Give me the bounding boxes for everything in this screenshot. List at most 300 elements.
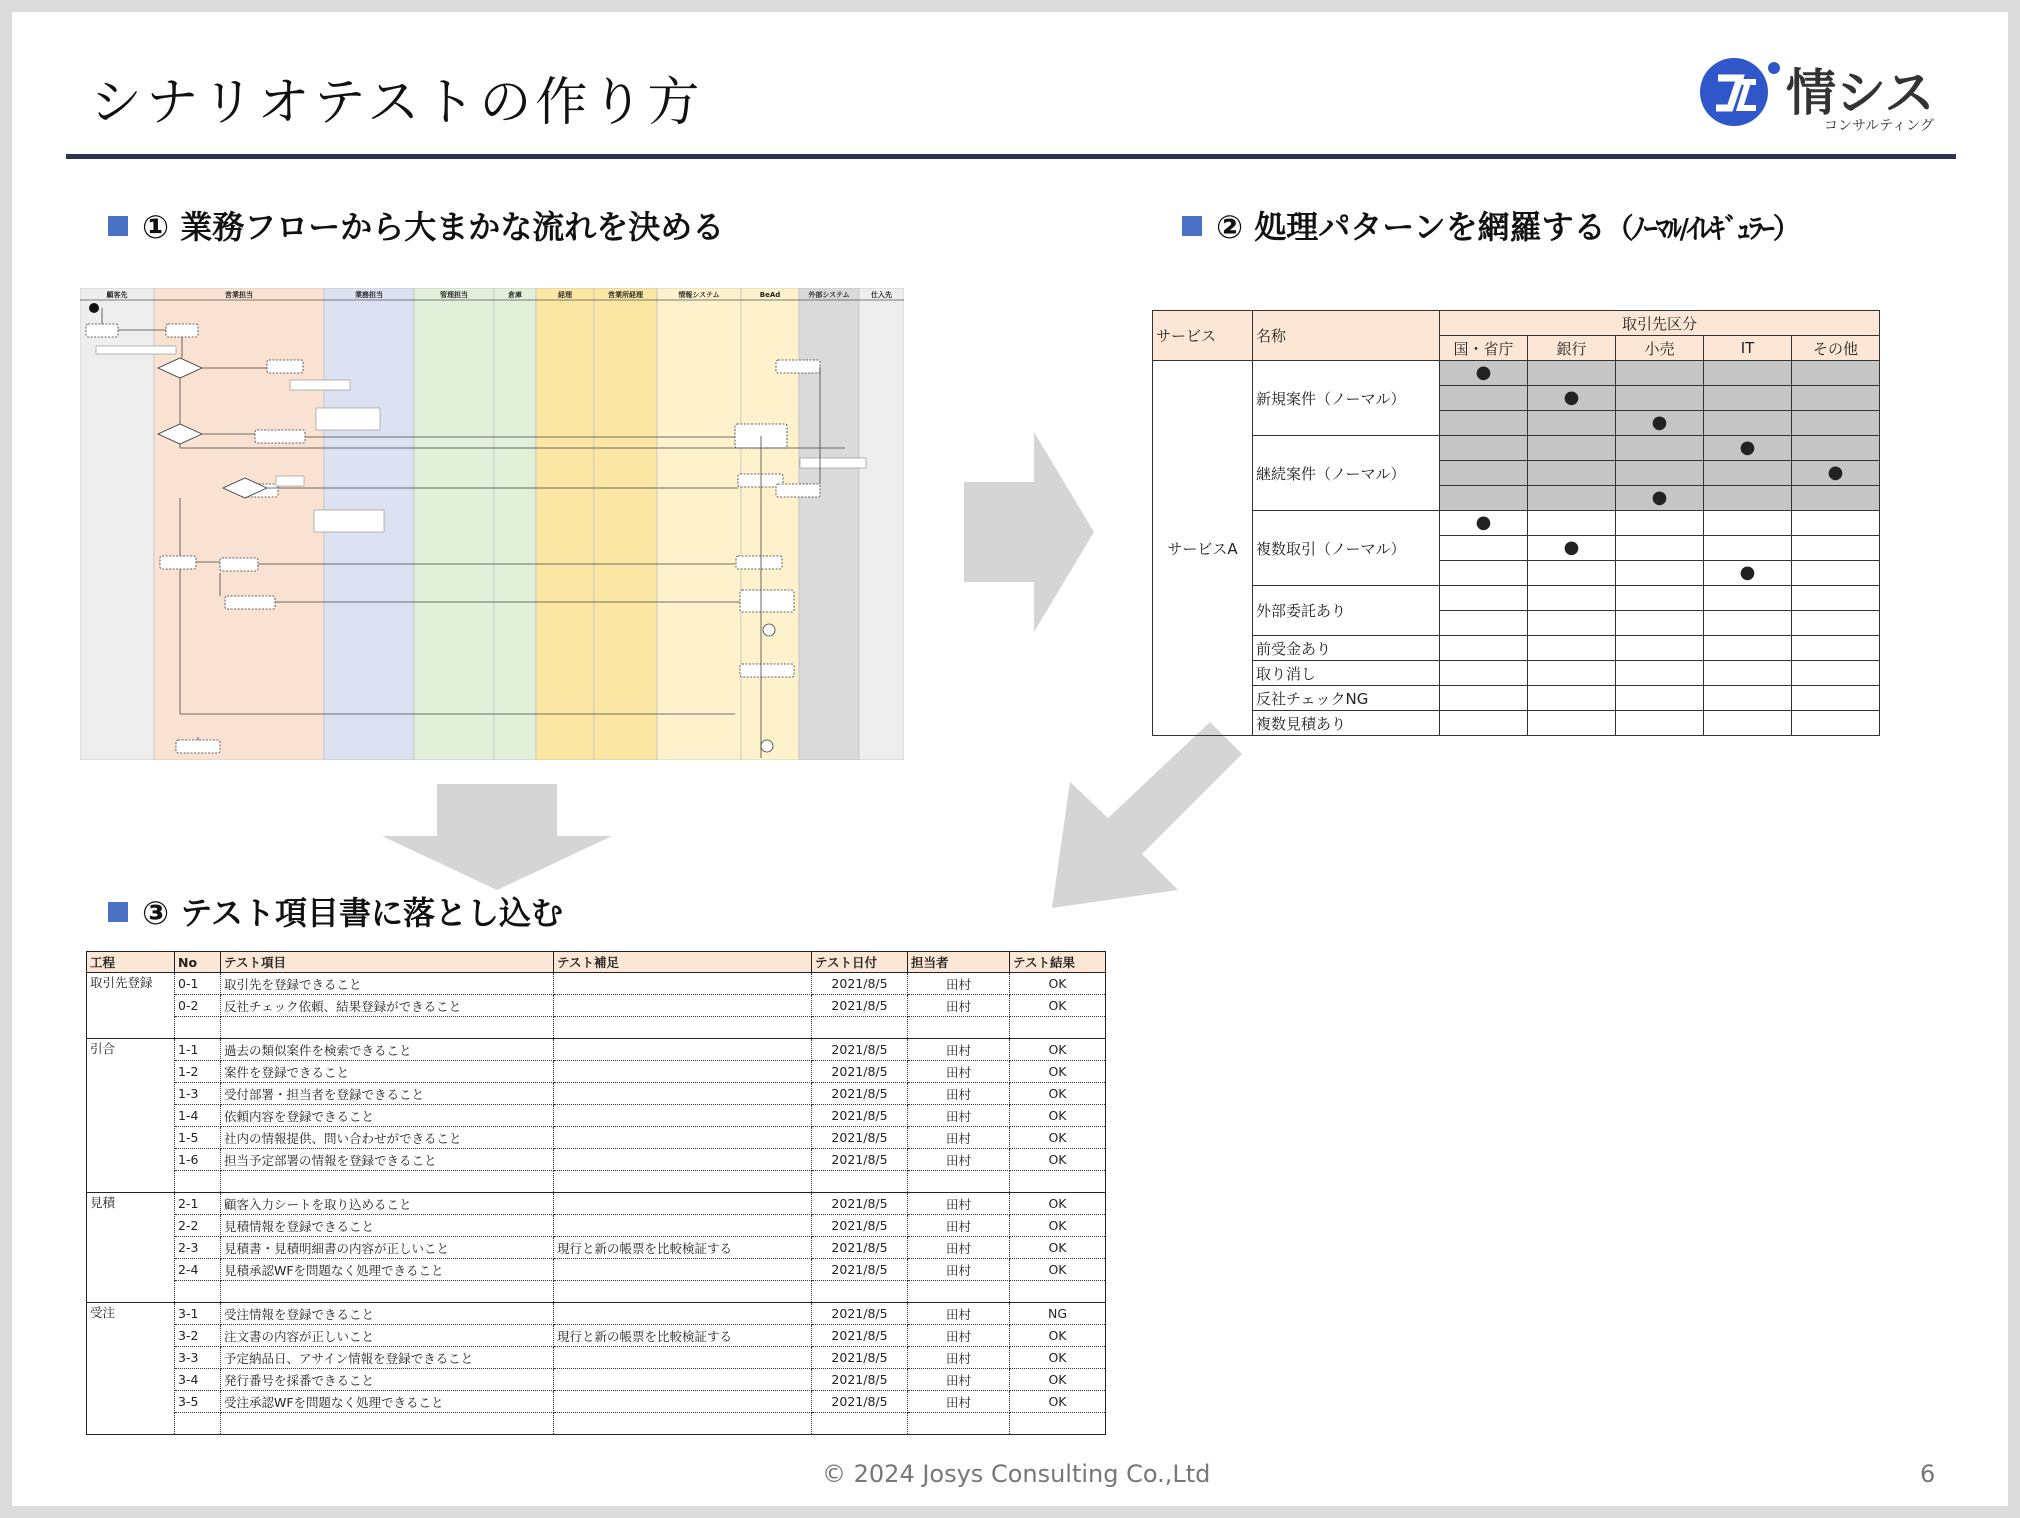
test-cell: 反社チェック依頼、結果登録ができること (221, 995, 554, 1017)
test-cell: 田村 (908, 973, 1010, 995)
pattern-cell (1704, 411, 1792, 436)
flow-note (316, 408, 380, 430)
table-row (87, 1061, 1106, 1083)
flow-process-box (267, 360, 303, 373)
table-row (87, 973, 1106, 995)
test-cell (554, 1259, 812, 1281)
pattern-cell (1704, 586, 1792, 611)
test-cell: 2021/8/5 (812, 1237, 908, 1259)
logo-subtext: コンサルティング (1824, 118, 1934, 134)
test-cell (908, 1281, 1010, 1303)
test-cell: 2021/8/5 (812, 1215, 908, 1237)
pattern-row-name: 取り消し (1253, 661, 1440, 686)
section-1-heading (108, 202, 724, 248)
test-cell: 見積情報を登録できること (221, 1215, 554, 1237)
pattern-cell (1704, 536, 1792, 561)
test-cell: 田村 (908, 1259, 1010, 1281)
pattern-cell (1792, 386, 1880, 411)
arrow-right-icon (964, 422, 1104, 642)
test-cell: 2021/8/5 (812, 1325, 908, 1347)
bullet-square-icon (108, 902, 128, 922)
pattern-dot: ● (1528, 386, 1616, 411)
test-cell: 受付部署・担当者を登録できること (221, 1083, 554, 1105)
table-row-spacer (87, 1281, 1106, 1303)
flow-lane-label: 外部システム (808, 291, 850, 299)
bullet-square-icon (1182, 216, 1202, 236)
flow-start-node (89, 303, 99, 313)
test-cell: OK (1010, 1193, 1106, 1215)
pattern-cell (1528, 461, 1616, 486)
test-table-header: テスト項目 (221, 952, 554, 973)
section-2-text: ② 処理パターンを網羅する (1216, 208, 1606, 246)
test-cell: OK (1010, 973, 1106, 995)
pattern-header-name: 名称 (1253, 311, 1440, 361)
pattern-cell (1528, 486, 1616, 511)
pattern-cell (1440, 711, 1528, 736)
test-cell: 2021/8/5 (812, 973, 908, 995)
test-cell (175, 1017, 221, 1039)
flow-process-box (740, 590, 794, 612)
flow-connector-node (761, 740, 773, 752)
flow-lane-label: 営業担当 (225, 291, 253, 299)
pattern-dot: ● (1704, 561, 1792, 586)
test-cell: 受注承認WFを問題なく処理できること (221, 1391, 554, 1413)
pattern-cell (1440, 611, 1528, 636)
test-cell (221, 1171, 554, 1193)
test-cell: 田村 (908, 1105, 1010, 1127)
table-row (87, 1325, 1106, 1347)
pattern-row-name: 反社チェックNG (1253, 686, 1440, 711)
table-row-spacer (87, 1413, 1106, 1435)
pattern-cell (1616, 361, 1704, 386)
test-cell: 田村 (908, 1347, 1010, 1369)
pattern-cell (1616, 711, 1704, 736)
test-cell: 1-3 (175, 1083, 221, 1105)
pattern-cell (1440, 386, 1528, 411)
pattern-dot: ● (1792, 461, 1880, 486)
test-cell: 見積承認WFを問題なく処理できること (221, 1259, 554, 1281)
flow-lane (494, 288, 536, 760)
test-cell: 受注情報を登録できること (221, 1303, 554, 1325)
pattern-cell (1704, 611, 1792, 636)
flow-lane (859, 288, 904, 760)
pattern-cell (1792, 361, 1880, 386)
test-cell: OK (1010, 1149, 1106, 1171)
company-logo (1696, 42, 1956, 138)
test-cell: 担当予定部署の情報を登録できること (221, 1149, 554, 1171)
test-cell: 2021/8/5 (812, 1347, 908, 1369)
flow-lane-label: 情報システム (678, 291, 720, 299)
pattern-cell (1440, 661, 1528, 686)
flow-lane (741, 288, 799, 760)
table-row (87, 1215, 1106, 1237)
test-cell: 田村 (908, 1149, 1010, 1171)
table-row (87, 1039, 1106, 1061)
pattern-cell (1440, 461, 1528, 486)
test-cell: 田村 (908, 1303, 1010, 1325)
flow-note (290, 380, 350, 390)
pattern-header-category: 国・省庁 (1440, 336, 1528, 361)
pattern-row-name: 外部委託あり (1253, 586, 1440, 636)
test-cell: 2021/8/5 (812, 1105, 908, 1127)
pattern-header-category: IT (1704, 336, 1792, 361)
test-cell: 田村 (908, 1083, 1010, 1105)
test-cell: 田村 (908, 1237, 1010, 1259)
test-cell: 0-1 (175, 973, 221, 995)
slide-title: シナリオテストの作り方 (90, 73, 704, 133)
pattern-row-name: 複数見積あり (1253, 711, 1440, 736)
flow-note (276, 476, 304, 486)
flow-note (96, 346, 176, 354)
test-cell: 顧客入力シートを取り込めること (221, 1193, 554, 1215)
pattern-row-name: 継続案件（ノーマル） (1253, 436, 1440, 511)
slide (12, 12, 2008, 1506)
test-cell: 2021/8/5 (812, 1083, 908, 1105)
pattern-row-name: 複数取引（ノーマル） (1253, 511, 1440, 586)
test-cell (1010, 1281, 1106, 1303)
title-rule (66, 154, 1956, 159)
test-cell: 0-2 (175, 995, 221, 1017)
test-table-header: テスト結果 (1010, 952, 1106, 973)
flow-process-box (776, 360, 820, 373)
pattern-cell (1528, 636, 1616, 661)
pattern-row-name: 前受金あり (1253, 636, 1440, 661)
test-cell: 2021/8/5 (812, 1127, 908, 1149)
table-row (87, 1127, 1106, 1149)
test-cell: 2-1 (175, 1193, 221, 1215)
pattern-cell (1440, 411, 1528, 436)
pattern-cell (1792, 611, 1880, 636)
test-cell: 3-2 (175, 1325, 221, 1347)
test-cell: 1-5 (175, 1127, 221, 1149)
test-cell (812, 1281, 908, 1303)
flow-process-box (736, 556, 782, 569)
test-cell: 2021/8/5 (812, 995, 908, 1017)
pattern-cell (1704, 361, 1792, 386)
test-cell: 2021/8/5 (812, 1039, 908, 1061)
pattern-header-category: 銀行 (1528, 336, 1616, 361)
test-cell: 3-4 (175, 1369, 221, 1391)
pattern-cell (1616, 386, 1704, 411)
pattern-cell (1528, 661, 1616, 686)
pattern-cell (1792, 711, 1880, 736)
page-number: 6 (1920, 1460, 1936, 1488)
pattern-cell (1792, 636, 1880, 661)
section-2-heading (1182, 202, 1799, 248)
test-cell (221, 1413, 554, 1435)
test-cell: OK (1010, 1083, 1106, 1105)
section-3-heading (108, 888, 563, 934)
pattern-cell (1528, 436, 1616, 461)
test-process-cell: 取引先登録 (87, 973, 175, 1039)
test-cell: 2-2 (175, 1215, 221, 1237)
test-cell: NG (1010, 1303, 1106, 1325)
test-cell (175, 1281, 221, 1303)
pattern-cell (1792, 486, 1880, 511)
test-item-table (86, 951, 1106, 1435)
pattern-cell (1792, 686, 1880, 711)
pattern-cell (1440, 536, 1528, 561)
pattern-cell (1440, 636, 1528, 661)
test-cell: OK (1010, 1127, 1106, 1149)
pattern-cell (1704, 486, 1792, 511)
pattern-cell (1616, 536, 1704, 561)
pattern-cell (1792, 661, 1880, 686)
pattern-cell (1704, 636, 1792, 661)
flow-lane-label: 顧客先 (106, 291, 128, 299)
test-cell: 2021/8/5 (812, 1061, 908, 1083)
pattern-cell (1528, 611, 1616, 636)
logo-wordmark: 情シス (1786, 64, 1935, 122)
test-cell (554, 1193, 812, 1215)
flow-lane (657, 288, 741, 760)
test-cell (554, 1171, 812, 1193)
flow-process-box (160, 556, 196, 569)
test-process-cell: 見積 (87, 1193, 175, 1303)
test-cell: 現行と新の帳票を比較検証する (554, 1237, 812, 1259)
test-cell (221, 1281, 554, 1303)
pattern-header-category: 小売 (1616, 336, 1704, 361)
test-cell: 依頼内容を登録できること (221, 1105, 554, 1127)
test-cell (175, 1171, 221, 1193)
test-cell (908, 1413, 1010, 1435)
table-row (87, 1369, 1106, 1391)
pattern-row-name: 新規案件（ノーマル） (1253, 361, 1440, 436)
flow-lane-label: 営業所経理 (608, 291, 643, 299)
pattern-cell (1704, 511, 1792, 536)
pattern-cell (1792, 411, 1880, 436)
test-cell (554, 1347, 812, 1369)
flow-lane (80, 288, 154, 760)
section-2-subtext: （ﾉｰﾏﾙ/ｲﾚｷﾞｭﾗｰ） (1605, 212, 1799, 245)
pattern-cell (1616, 636, 1704, 661)
test-cell: 田村 (908, 995, 1010, 1017)
pattern-dot: ● (1440, 361, 1528, 386)
pattern-cell (1704, 686, 1792, 711)
pattern-dot: ● (1616, 411, 1704, 436)
test-cell: 田村 (908, 1039, 1010, 1061)
test-cell (554, 1303, 812, 1325)
pattern-cell (1528, 711, 1616, 736)
flow-lane (594, 288, 657, 760)
pattern-header-service: サービス (1153, 311, 1253, 361)
test-table-header: No (175, 952, 221, 973)
test-cell: 見積書・見積明細書の内容が正しいこと (221, 1237, 554, 1259)
test-cell: OK (1010, 1325, 1106, 1347)
flow-process-box (176, 740, 220, 753)
test-cell: OK (1010, 1347, 1106, 1369)
pattern-cell (1792, 436, 1880, 461)
pattern-cell (1528, 561, 1616, 586)
test-cell (908, 1171, 1010, 1193)
table-row (87, 1105, 1106, 1127)
test-cell: 発行番号を採番できること (221, 1369, 554, 1391)
pattern-cell (1528, 686, 1616, 711)
test-cell (221, 1017, 554, 1039)
pattern-cell (1616, 686, 1704, 711)
test-cell (554, 1127, 812, 1149)
test-cell (554, 1369, 812, 1391)
section-1-text: ① 業務フローから大まかな流れを決める (142, 208, 725, 246)
test-cell: 3-1 (175, 1303, 221, 1325)
test-cell: 2021/8/5 (812, 1391, 908, 1413)
test-cell: 田村 (908, 1325, 1010, 1347)
pattern-cell (1616, 586, 1704, 611)
test-cell (554, 1215, 812, 1237)
test-cell (554, 1413, 812, 1435)
test-cell: OK (1010, 1369, 1106, 1391)
test-cell (554, 1391, 812, 1413)
table-row (87, 995, 1106, 1017)
test-cell: OK (1010, 1061, 1106, 1083)
pattern-cell (1704, 661, 1792, 686)
pattern-header-group: 取引先区分 (1440, 311, 1880, 336)
table-row (87, 1237, 1106, 1259)
pattern-dot: ● (1440, 511, 1528, 536)
test-cell: 案件を登録できること (221, 1061, 554, 1083)
test-cell: 3-5 (175, 1391, 221, 1413)
pattern-cell (1528, 511, 1616, 536)
pattern-cell (1616, 561, 1704, 586)
flow-process-box (740, 664, 794, 677)
pattern-header-category: その他 (1792, 336, 1880, 361)
test-cell: 1-1 (175, 1039, 221, 1061)
table-row (87, 1391, 1106, 1413)
table-row-spacer (87, 1017, 1106, 1039)
pattern-cell (1616, 511, 1704, 536)
pattern-dot: ● (1704, 436, 1792, 461)
pattern-cell (1704, 461, 1792, 486)
table-row (87, 1193, 1106, 1215)
test-cell (554, 1039, 812, 1061)
flow-connector-node (763, 624, 775, 636)
flow-process-box (220, 558, 258, 571)
table-row (87, 1303, 1106, 1325)
test-cell: 2021/8/5 (812, 1369, 908, 1391)
arrow-down-icon (382, 784, 612, 894)
test-cell (175, 1413, 221, 1435)
test-cell (554, 1149, 812, 1171)
flow-lane (414, 288, 494, 760)
section-3-text: ③ テスト項目書に落とし込む (142, 894, 563, 932)
pattern-cell (1528, 411, 1616, 436)
footer-copyright: © 2024 Josys Consulting Co.,Ltd (822, 1460, 1211, 1488)
pattern-cell (1616, 461, 1704, 486)
test-cell: OK (1010, 1215, 1106, 1237)
test-process-cell: 引合 (87, 1039, 175, 1193)
pattern-cell (1792, 511, 1880, 536)
pattern-dot: ● (1528, 536, 1616, 561)
pattern-cell (1616, 436, 1704, 461)
flow-lane-label: 倉庫 (508, 291, 522, 299)
test-cell: 過去の類似案件を検索できること (221, 1039, 554, 1061)
pattern-cell (1440, 436, 1528, 461)
table-row (87, 1083, 1106, 1105)
flow-lane-label: 管理担当 (440, 291, 468, 299)
test-cell (554, 1083, 812, 1105)
flow-process-box (255, 430, 305, 443)
pattern-service-name: サービスA (1153, 361, 1253, 736)
test-cell: 注文書の内容が正しいこと (221, 1325, 554, 1347)
pattern-cell (1440, 486, 1528, 511)
table-row-spacer (87, 1171, 1106, 1193)
test-cell (554, 1105, 812, 1127)
flow-process-box (86, 324, 118, 337)
pattern-cell (1792, 561, 1880, 586)
pattern-cell (1616, 661, 1704, 686)
test-cell (812, 1413, 908, 1435)
test-cell: 3-3 (175, 1347, 221, 1369)
test-cell: 2021/8/5 (812, 1193, 908, 1215)
test-cell (812, 1171, 908, 1193)
table-row (87, 1149, 1106, 1171)
test-cell: 田村 (908, 1215, 1010, 1237)
test-table-header: 担当者 (908, 952, 1010, 973)
test-cell: 2021/8/5 (812, 1149, 908, 1171)
test-cell (812, 1017, 908, 1039)
test-cell: 1-4 (175, 1105, 221, 1127)
flow-lane-label: BeAd (759, 291, 781, 299)
test-cell: 田村 (908, 1061, 1010, 1083)
table-row (87, 1347, 1106, 1369)
flow-lane (799, 288, 859, 760)
pattern-cell (1440, 561, 1528, 586)
bullet-square-icon (108, 216, 128, 236)
pattern-cell (1704, 386, 1792, 411)
test-cell: 社内の情報提供、問い合わせができること (221, 1127, 554, 1149)
business-flow-diagram (80, 288, 904, 760)
test-cell: 予定納品日、アサイン情報を登録できること (221, 1347, 554, 1369)
test-process-cell: 受注 (87, 1303, 175, 1435)
pattern-cell (1440, 686, 1528, 711)
test-cell: 田村 (908, 1127, 1010, 1149)
flow-lane-label: 仕入先 (871, 291, 892, 299)
test-cell (554, 995, 812, 1017)
test-cell (554, 1061, 812, 1083)
flow-svg (80, 288, 904, 760)
test-cell (908, 1017, 1010, 1039)
test-cell: 2-4 (175, 1259, 221, 1281)
flow-lane-label: 経理 (558, 291, 572, 299)
test-cell: OK (1010, 1105, 1106, 1127)
test-cell (554, 973, 812, 995)
pattern-cell (1704, 711, 1792, 736)
pattern-table (1152, 310, 1880, 736)
test-cell: 2-3 (175, 1237, 221, 1259)
flow-lane (536, 288, 594, 760)
test-cell: OK (1010, 1237, 1106, 1259)
test-cell (1010, 1413, 1106, 1435)
test-cell (1010, 1017, 1106, 1039)
test-cell (554, 1017, 812, 1039)
test-cell: 田村 (908, 1391, 1010, 1413)
test-cell: OK (1010, 1039, 1106, 1061)
test-cell: 田村 (908, 1369, 1010, 1391)
pattern-dot: ● (1616, 486, 1704, 511)
test-cell: 田村 (908, 1193, 1010, 1215)
test-cell (1010, 1171, 1106, 1193)
test-cell (554, 1281, 812, 1303)
flow-note (314, 510, 384, 532)
flow-note (800, 458, 866, 468)
pattern-cell (1616, 611, 1704, 636)
test-cell: OK (1010, 1259, 1106, 1281)
test-cell: 取引先を登録できること (221, 973, 554, 995)
pattern-cell (1528, 586, 1616, 611)
test-cell: 現行と新の帳票を比較検証する (554, 1325, 812, 1347)
test-cell: 1-6 (175, 1149, 221, 1171)
test-cell: OK (1010, 995, 1106, 1017)
